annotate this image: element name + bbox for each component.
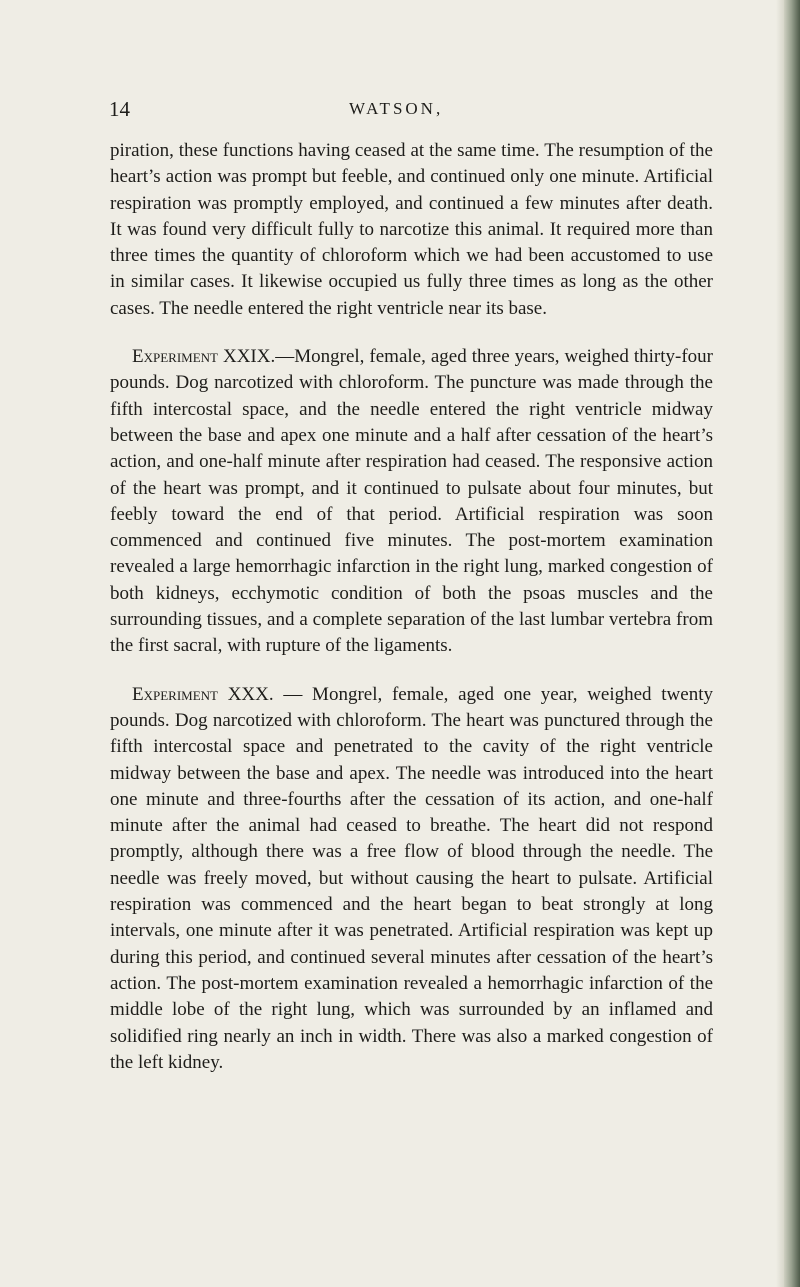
page-number: 14	[109, 97, 130, 121]
paragraph-experiment-xxx	[110, 682, 713, 1076]
paragraph-text: —Mongrel, female, aged three years, weighed thirty-four pounds. Dog narcotized with chloroform. The puncture was made through the fifth intercostal space, and the needle entered the right ventricle midway between the base and apex one minute and a half after cessation of the heart’s action, and one-half minute after respiration had ceased. The responsive action of the heart was prompt, and it continued to pulsate about four minutes, but feebly toward the end of that period. Artificial respiration was soon commenced and continued five minutes. The post-mortem examination revealed a large hemorrhagic infarction in the right lung, marked congestion of both kidneys, ecchymotic condition of both the psoas muscles and the surrounding tissues, and a complete separation of the last lumbar vertebra from the first sacral, with rupture of the ligaments.	[110, 346, 713, 657]
paragraph-experiment-xxix	[110, 344, 713, 660]
paragraph-continuation	[110, 138, 713, 322]
page-header	[109, 97, 714, 127]
body-text	[110, 138, 713, 1076]
experiment-label: Experiment XXX.	[132, 683, 274, 705]
experiment-label: Experiment XXIX.	[132, 346, 276, 368]
running-head: WATSON,	[349, 99, 444, 118]
paragraph-text: piration, these functions having ceased at the same time. The resumption of the heart’s action was prompt but feeble, and continued only one minute. Artificial respiration was promptly employed, and continued a few minutes after death. It was found very difficult fully to narcotize this animal. It required more than three times the quantity of chloroform which we had been accustomed to use in similar cases. It likewise occupied us fully three times as long as the other cases. The needle entered the right ventricle near its base.	[110, 140, 713, 319]
page-edge-shadow	[784, 0, 800, 1287]
paragraph-text: — Mongrel, female, aged one year, weighed twenty pounds. Dog narcotized with chloroform. The heart was punctured through the fifth intercostal space and penetrated to the cavity of the right ventricle midway between the base and apex. The needle was introduced into the heart one minute and three-fourths after the cessation of its action, and one-half minute after the animal had ceased to breathe. The heart did not respond promptly, although there was a free flow of blood through the needle. The needle was freely moved, but without causing the heart to pulsate. Artificial respiration was commenced and the heart began to beat strongly at long intervals, one minute after it was penetrated. Artificial respiration was kept up during this period, and continued several minutes after cessation of the heart’s action. The post-mortem examination revealed a hemorrhagic infarction of the middle lobe of the right lung, which was surrounded by an inflamed and solidified ring nearly an inch in width. There was also a marked congestion of the left kidney.	[110, 683, 713, 1073]
